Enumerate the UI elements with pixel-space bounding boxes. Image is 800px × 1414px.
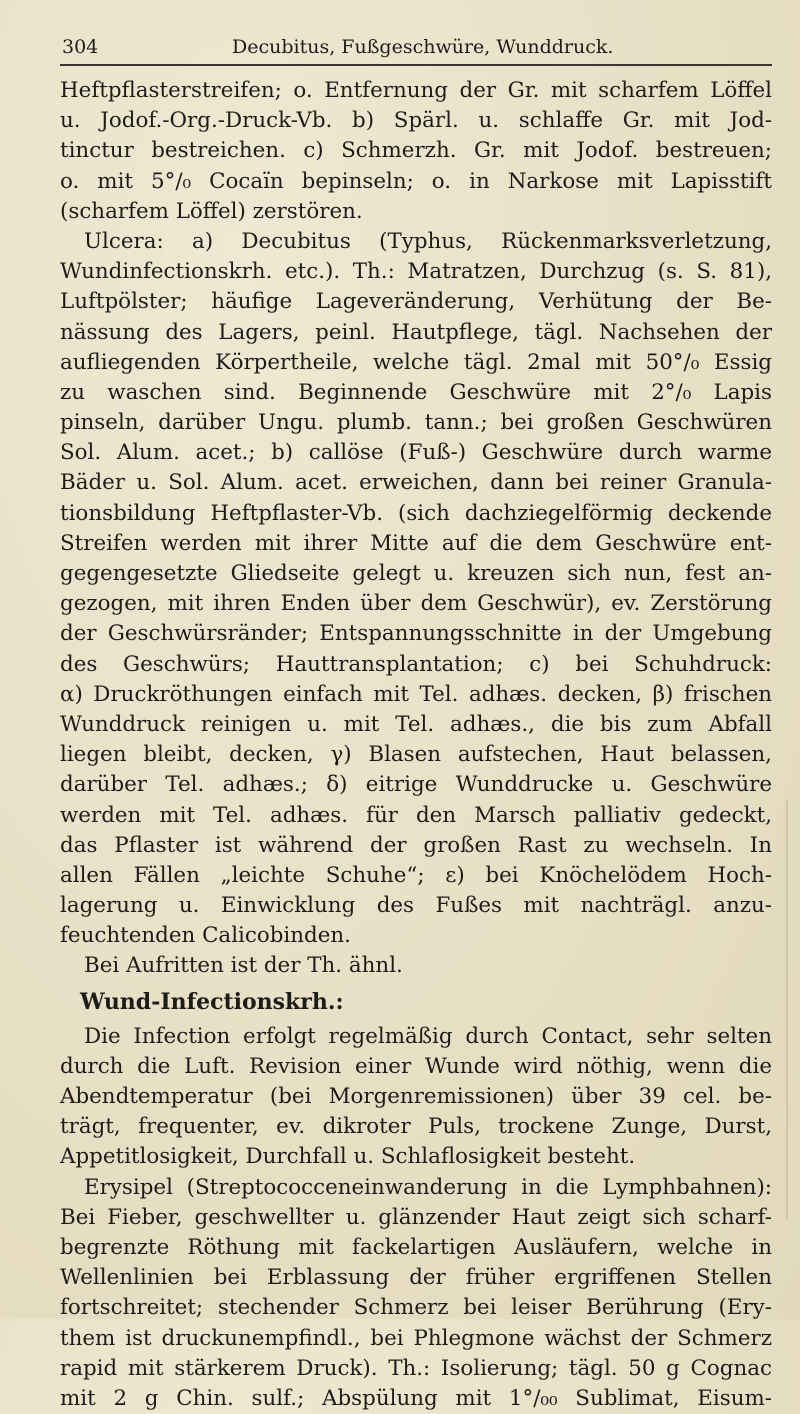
text-line: gezogen, mit ihren Enden über dem Geschwür), ev. Zerstörung xyxy=(60,591,772,617)
text-line: α) Druckröthungen einfach mit Tel. adhæs. decken, β) frischen xyxy=(60,681,772,707)
text-line: Appetitlosigkeit, Durchfall u. Schlaflosigkeit besteht. xyxy=(60,1144,636,1170)
text-line: begrenzte Röthung mit fackelartigen Ausläufern, welche in xyxy=(60,1234,772,1260)
text-line: (scharfem Löffel) zerstören. xyxy=(60,198,363,224)
text-line: Sol. Alum. acet.; b) callöse (Fuß-) Geschwüre durch warme xyxy=(60,440,772,466)
text-line-erysipel: Erysipel (Streptococceneinwanderung in die Lymphbahnen): xyxy=(84,1174,772,1200)
text-line: feuchtenden Calicobinden. xyxy=(60,923,351,949)
text-line: u. Jodof.-Org.-Druck-Vb. b) Spärl. u. schlaffe Gr. mit Jod- xyxy=(60,108,772,134)
header-rule xyxy=(60,64,772,66)
text-line: liegen bleibt, decken, γ) Blasen aufstechen, Haut belassen, xyxy=(60,742,772,768)
text-line: aufliegenden Körpertheile, welche tägl. 2mal mit 50°/₀ Essig xyxy=(60,349,772,375)
text-line: Wundinfectionskrh. etc.). Th.: Matratzen, Durchzug (s. S. 81), xyxy=(60,259,772,285)
text-line: Bei Aufritten ist der Th. ähnl. xyxy=(84,953,403,979)
page-body xyxy=(60,76,772,1414)
text-line: tinctur bestreichen. c) Schmerzh. Gr. mit Jodof. bestreuen; xyxy=(60,138,772,164)
text-line: allen Fällen „leichte Schuhe“; ε) bei Knöchelödem Hoch- xyxy=(60,862,772,888)
text-line: Bei Fieber, geschwellter u. glänzender Haut zeigt sich scharf- xyxy=(60,1204,772,1230)
text-line: Wunddruck reinigen u. mit Tel. adhæs., die bis zum Abfall xyxy=(60,711,772,737)
text-line: Wellenlinien bei Erblassung der früher ergriffenen Stellen xyxy=(60,1265,772,1291)
text-line: zu waschen sind. Beginnende Geschwüre mit 2°/₀ Lapis xyxy=(60,379,772,405)
text-line: werden mit Tel. adhæs. für den Marsch palliativ gedeckt, xyxy=(60,802,772,828)
text-line: them ist druckunempfindl., bei Phlegmone wächst der Schmerz xyxy=(60,1325,772,1351)
text-line: Abendtemperatur (bei Morgenremissionen) über 39 cel. be- xyxy=(60,1084,772,1109)
text-line: Die Infection erfolgt regelmäßig durch Contact, sehr selten xyxy=(84,1023,772,1049)
text-line: Heftpflasterstreifen; o. Entfernung der Gr. mit scharfem Löffel xyxy=(60,78,772,103)
text-line: darüber Tel. adhæs.; δ) eitrige Wunddrucke u. Geschwüre xyxy=(60,772,772,798)
text-line: tionsbildung Heftpflaster-Vb. (sich dachziegelförmig deckende xyxy=(60,500,772,526)
text-line: o. mit 5°/₀ Cocaïn bepinseln; o. in Narkose mit Lapisstift xyxy=(60,168,772,194)
text-line: fortschreitet; stechender Schmerz bei leiser Berührung (Ery- xyxy=(60,1295,772,1321)
text-line: nässung des Lagers, peinl. Hautpflege, tägl. Nachsehen der xyxy=(60,319,772,345)
section-heading: Wund-Infectionskrh.: xyxy=(80,988,344,1015)
text-line: durch die Luft. Revision einer Wunde wird nöthig, wenn die xyxy=(60,1053,772,1079)
text-line: trägt, frequenter, ev. dikroter Puls, trockene Zunge, Durst, xyxy=(60,1114,772,1140)
text-line: pinseln, darüber Ungu. plumb. tann.; bei großen Geschwüren xyxy=(60,410,772,436)
page-number: 304 xyxy=(62,36,99,58)
running-title: Decubitus, Fußgeschwüre, Wunddruck. xyxy=(232,36,614,58)
text-line: der Geschwürsränder; Entspannungsschnitte in der Umgebung xyxy=(60,621,772,647)
text-line: Bäder u. Sol. Alum. acet. erweichen, dann bei reiner Granula- xyxy=(60,470,772,496)
text-line: rapid mit stärkerem Druck). Th.: Isolierung; tägl. 50 g Cognac xyxy=(60,1355,772,1381)
text-line: gegengesetzte Gliedseite gelegt u. kreuzen sich nun, fest an- xyxy=(60,561,772,586)
text-line: mit 2 g Chin. sulf.; Abspülung mit 1°/₀₀ Sublimat, Eisum- xyxy=(60,1385,772,1411)
text-line: Luftpölster; häufige Lageveränderung, Verhütung der Be- xyxy=(60,289,772,315)
text-line: das Pflaster ist während der großen Rast zu wechseln. In xyxy=(60,832,772,858)
text-line: lagerung u. Einwicklung des Fußes mit nachträgl. anzu- xyxy=(60,893,772,919)
text-line: des Geschwürs; Hauttransplantation; c) bei Schuhdruck: xyxy=(60,651,772,677)
text-line-ulcera: Ulcera: a) Decubitus (Typhus, Rückenmarksverletzung, xyxy=(84,228,772,254)
text-line: Streifen werden mit ihrer Mitte auf die dem Geschwüre ent- xyxy=(60,530,772,556)
page-edge-shadow xyxy=(786,800,788,1220)
page-header xyxy=(62,34,752,60)
